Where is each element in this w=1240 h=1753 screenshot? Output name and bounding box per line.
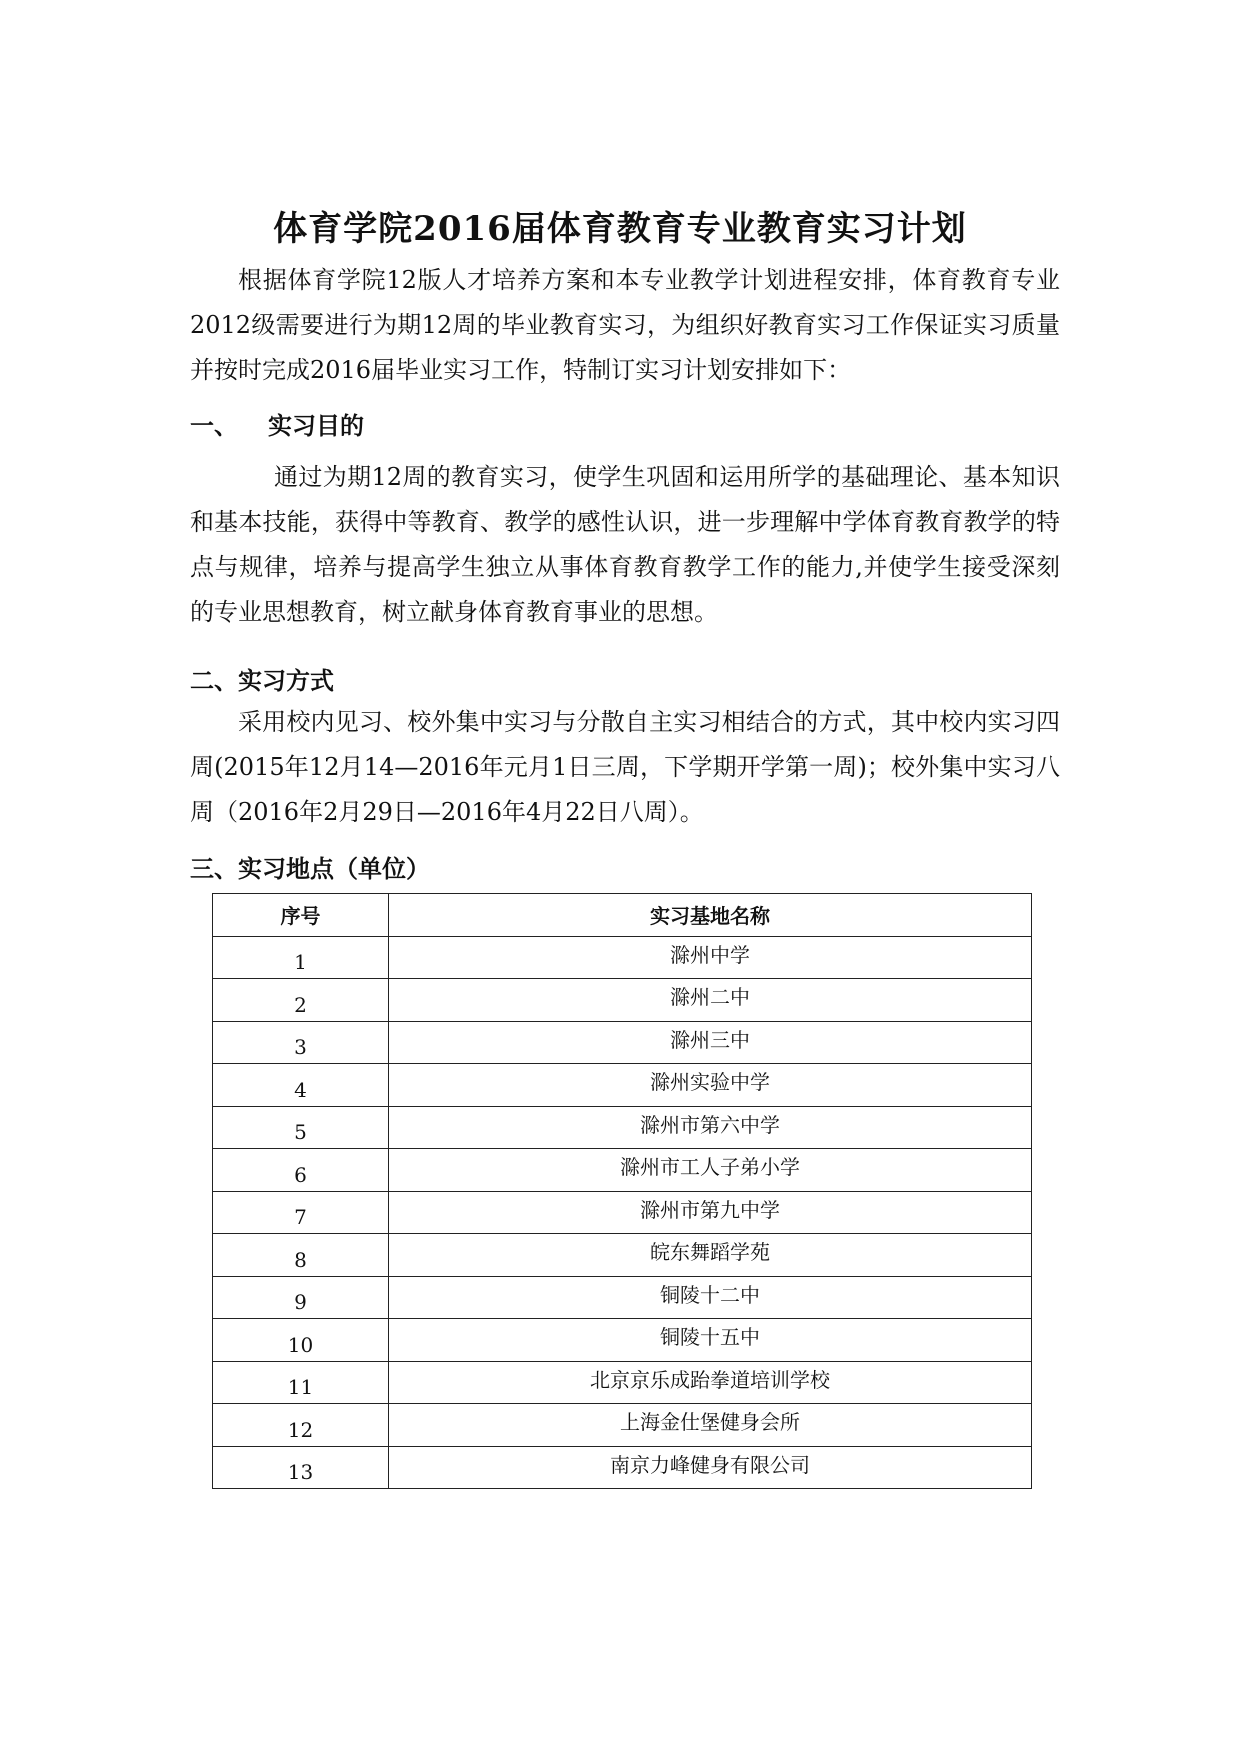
site-name: 滁州实验中学: [389, 1064, 1032, 1107]
site-name: 滁州中学: [389, 936, 1032, 979]
row-number: 2: [213, 979, 389, 1022]
row-number: 6: [213, 1149, 389, 1192]
page-title: 体育学院2016届体育教育专业教育实习计划: [273, 208, 967, 249]
section-1-number: 一、: [190, 412, 238, 440]
header-site-name: 实习基地名称: [389, 894, 1032, 937]
table-header-row: [213, 894, 1032, 937]
table-row: [213, 1106, 1032, 1149]
row-number: 7: [213, 1191, 389, 1234]
site-name: 滁州市工人子弟小学: [389, 1149, 1032, 1192]
table-row: [213, 1276, 1032, 1319]
table-row: [213, 979, 1032, 1022]
site-name: 北京京乐成跆拳道培训学校: [389, 1361, 1032, 1404]
site-name: 滁州二中: [389, 979, 1032, 1022]
header-serial-number: 序号: [213, 894, 389, 937]
row-number: 4: [213, 1064, 389, 1107]
row-number: 5: [213, 1106, 389, 1149]
table-row: [213, 1319, 1032, 1362]
row-number: 3: [213, 1021, 389, 1064]
site-name: 滁州市第六中学: [389, 1106, 1032, 1149]
site-name: 南京力峰健身有限公司: [389, 1446, 1032, 1489]
site-name: 滁州市第九中学: [389, 1191, 1032, 1234]
site-name: 上海金仕堡健身会所: [389, 1404, 1032, 1447]
table-row: [213, 1149, 1032, 1192]
table-row: [213, 1191, 1032, 1234]
row-number: 8: [213, 1234, 389, 1277]
table-row: [213, 1361, 1032, 1404]
intro-paragraph: 根据体育学院12版人才培养方案和本专业教学计划进程安排，体育教育专业2012级需要进行为期12周的毕业教育实习，为组织好教育实习工作保证实习质量并按时完成2016届毕业实习工作，特制订实习计划安排如下：: [190, 266, 1060, 384]
row-number: 12: [213, 1404, 389, 1447]
section-2-body: 采用校内见习、校外集中实习与分散自主实习相结合的方式，其中校内实习四周(2015年12月14—2016年元月1日三周，下学期开学第一周)；校外集中实习八周（2016年2月29日—2016年4月22日八周）。: [190, 708, 1060, 826]
row-number: 11: [213, 1361, 389, 1404]
section-2-heading: 二、实习方式: [190, 667, 334, 695]
table-row: [213, 1021, 1032, 1064]
table-row: [213, 1064, 1032, 1107]
site-name: 铜陵十五中: [389, 1319, 1032, 1362]
site-name: 铜陵十二中: [389, 1276, 1032, 1319]
row-number: 1: [213, 936, 389, 979]
site-name: 皖东舞蹈学苑: [389, 1234, 1032, 1277]
row-number: 9: [213, 1276, 389, 1319]
row-number: 10: [213, 1319, 389, 1362]
row-number: 13: [213, 1446, 389, 1489]
practice-sites-table: [212, 893, 1032, 1489]
table-row: [213, 1404, 1032, 1447]
section-3-heading: 三、实习地点（单位）: [190, 855, 430, 883]
section-1-title: 实习目的: [268, 412, 364, 440]
table-row: [213, 1446, 1032, 1489]
section-1-heading: [190, 406, 364, 441]
site-name: 滁州三中: [389, 1021, 1032, 1064]
section-1-body: 通过为期12周的教育实习，使学生巩固和运用所学的基础理论、基本知识和基本技能，获得中等教育、教学的感性认识，进一步理解中学体育教育教学的特点与规律，培养与提高学生独立从事体育教育教学工作的能力,并使学生接受深刻的专业思想教育，树立献身体育教育事业的思想。: [190, 463, 1060, 626]
table-row: [213, 936, 1032, 979]
table-row: [213, 1234, 1032, 1277]
